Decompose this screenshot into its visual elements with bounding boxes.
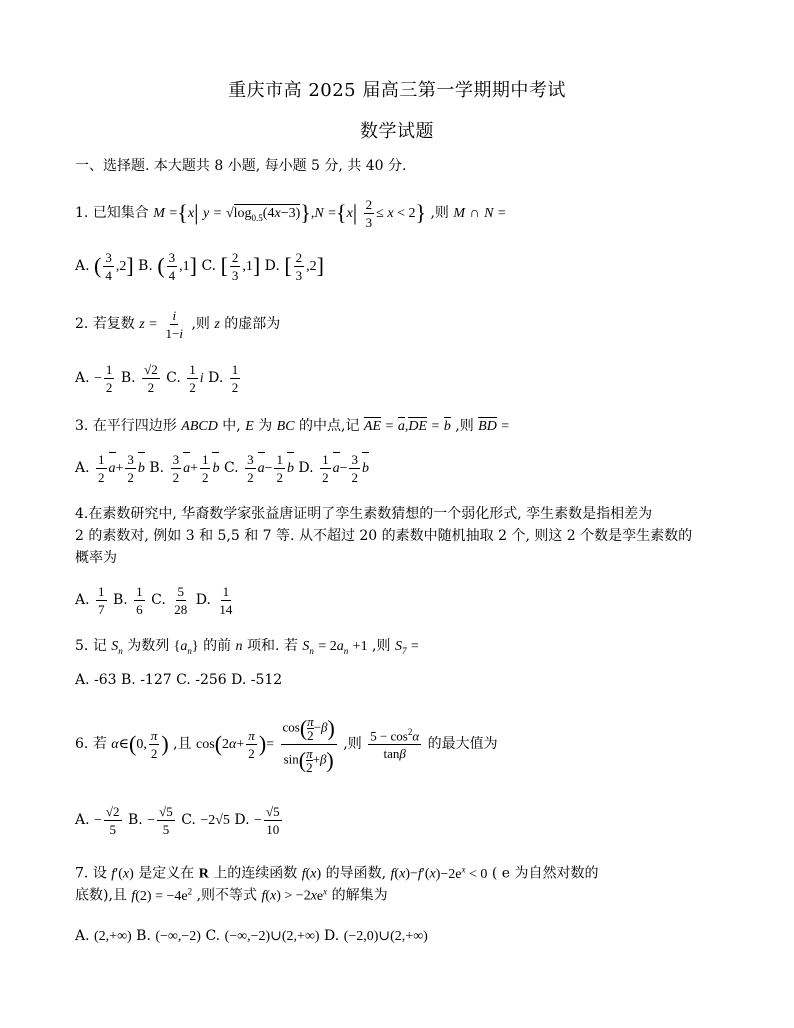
exam-title: 重庆市高 2025 届高三第一学期期中考试 [228,80,566,101]
question-6-stem: 6. 若 α∈(0, $\frac{\pi}{2}$ ) ,且 cos(2α+ $\frac{\pi}{2}$ )= cos( $\frac{\pi}{2}$ −β) sin( $\frac{\pi}{2}$ +β) ,则 $\frac{5 - \cos^2\alpha}{\tan\beta}$ 的最大值为 [75,713,498,775]
question-4-stem: 4.在素数研究中, 华裔数学家张益唐证明了孪生素数猜想的一个弱化形式, 孪生素数是指相差为 2 的素数对, 例如 3 和 5,5 和 7 等. 从不超过 20 的素数中随机抽取 2 个, 则这 2 个数是孪生素数的 概率为 [75,506,693,566]
question-7-stem: 7. 设 f′(x) 是定义在 R 上的连续函数 f(x) 的导函数, $f(x)-f'(x)-2e^x < 0$ ( e 为自然对数的 [75,864,599,882]
question-5-stem: 5. 记 $S_n$ 为数列 $\{a_n\}$ 的前 n 项和. 若 $S_n = 2a_n +1$ ,则 $S_7$ = [75,638,419,656]
question-5-options: A. -63 B. -127 C. -256 D. -512 [75,672,283,688]
question-2-options: A. − $\frac{1}{2}$ B. $\frac{√2}{2}$ C. $\frac{1}{2}$ i D. $\frac{1}{2}$ [75,361,239,395]
question-1-options: A. ( $\frac{3}{4}$ ,2] B. ( $\frac{3}{4}$ ,1] C. [ $\frac{2}{3}$ ,1] D. [ $\frac{2}{3}$ ,2] [75,249,324,283]
question-1-stem: 1. 已知集合 M ={x| $y = √\log_{0.5}(4x-3)\},N =\{x|$ $\frac{2}{3}$ ≤ x < 2} ,则 M ∩ N = [75,196,506,230]
exam-subtitle: 数学试题 [360,121,434,142]
question-3-stem: 3. 在平行四边形 ABCD 中, E 为 BC 的中点,记 AE = a,DE = b ,则 BD = [75,415,725,437]
question-4-options: A. $\frac{1}{7}$ B. $\frac{1}{6}$ C. $\frac{5}{28}$ D. $\frac{1}{14}$ [75,583,233,617]
question-6-options: A. − $\frac{√2}{5}$ B. − $\frac{√5}{5}$ C. −2√5 D. − $\frac{√5}{10}$ [75,803,280,837]
section-heading: 一、选择题. 本大题共 8 小题, 每小题 5 分, 共 40 分. [75,158,407,174]
question-3-options: A. $\frac{1}{2}$ a+ $\frac{3}{2}$ b B. $\frac{3}{2}$ a+ $\frac{1}{2}$ b C. $\frac{3}{2}$ a− $\frac{1}{2}$ b D. $\frac{1}{2}$ a− $\frac{3}{2}$ b [75,450,725,486]
question-7-stem-line2: 底数),且 $f(2) = -4e^2$ ,则不等式 $f(x) > -2xe^x$ 的解集为 [75,886,388,904]
question-7-options: A. (2,+∞) B. (−∞,−2) C. (−∞,−2)∪(2,+∞) D. (−2,0)∪(2,+∞) [75,928,428,944]
question-2-stem: 2. 若复数 z = $\frac{i}{1-i}$ ,则 z 的虚部为 [75,307,281,341]
